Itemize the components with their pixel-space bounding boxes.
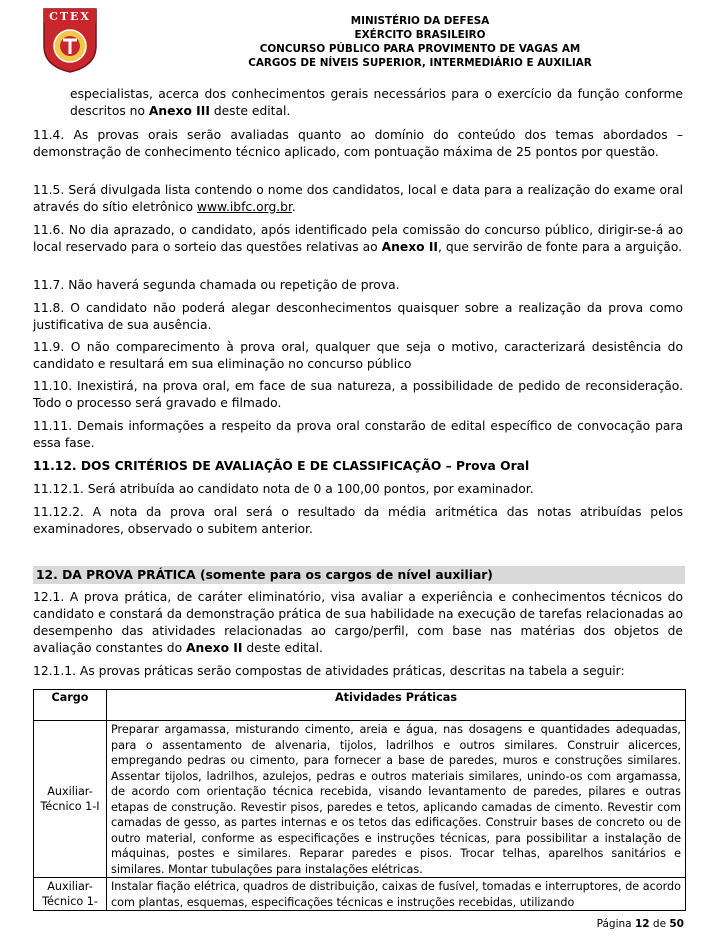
page-number — [597, 918, 684, 930]
paragraph-11-6-end: , que servirão de fonte para a arguição. — [438, 240, 683, 254]
table-row — [34, 721, 686, 878]
paragraph-11-7: 11.7. Não haverá segunda chamada ou repetição de prova. — [33, 278, 400, 292]
intro-paragraph — [33, 86, 683, 120]
paragraph-11-6 — [33, 222, 683, 256]
cell-activities: Instalar fiação elétrica, quadros de distribuição, caixas de fusível, tomadas e interruptores, de acordo com plantas, esquemas, especificações técnicas e instruções recebidas, utilizando — [107, 878, 686, 911]
logo-text: CTEX — [49, 10, 91, 23]
paragraph-11-4-text: 11.4. As provas orais serão avaliadas quanto ao domínio do conteúdo dos temas abordados – demonstração de conhecimento técnico aplicado, com pontuação máxima de 25 pontos por questão. — [33, 128, 683, 159]
paragraph-11-5 — [33, 182, 683, 216]
paragraph-11-4 — [33, 127, 683, 161]
column-header-cargo: Cargo — [34, 690, 107, 721]
paragraph-11-5-end: . — [291, 200, 296, 214]
paragraph-11-12-2: 11.12.2. A nota da prova oral será o resultado da média aritmética das notas atribuídas pelos examinadores, observado o subitem anterior. — [33, 505, 683, 536]
intro-end: deste edital. — [209, 104, 291, 118]
ctex-logo — [41, 6, 99, 74]
page-mid: de — [649, 918, 670, 930]
current-page: 12 — [634, 918, 650, 930]
table-header-row — [34, 690, 686, 721]
paragraph-11-9: 11.9. O não comparecimento à prova oral, qualquer que seja o motivo, caracterizará desistência do candidato e resultará em sua eliminação no concurso público — [33, 340, 683, 371]
cell-cargo: Auxiliar-Técnico 1-I — [34, 721, 107, 878]
page-prefix: Página — [596, 918, 635, 930]
paragraph-11-5-text: 11.5. Será divulgada lista contendo o nome dos candidatos, local e data para a realização do exame oral através do sítio eletrônico — [33, 183, 683, 214]
total-pages: 50 — [669, 918, 684, 930]
table-row — [34, 878, 686, 911]
paragraph-11-6-text: 11.6. No dia aprazado, o candidato, após identificado pela comissão do concurso público, dirigir-se-á ao local reservado para o sorteio das questões relativas ao — [33, 223, 683, 254]
paragraph-11-8: 11.8. O candidato não poderá alegar desconhecimentos quaisquer sobre a realização da prova como justificativa de sua ausência. — [33, 301, 683, 332]
paragraph-11-11: 11.11. Demais informações a respeito da prova oral constarão de edital específico de convocação para essa fase. — [33, 419, 683, 450]
paragraph-11-12-heading: 11.12. DOS CRITÉRIOS DE AVALIAÇÃO E DE CLASSIFICAÇÃO – Prova Oral — [33, 459, 530, 473]
section-12-heading: 12. DA PROVA PRÁTICA (somente para os cargos de nível auxiliar) — [33, 566, 685, 584]
paragraph-12-1 — [33, 589, 683, 657]
header-line-2: EXÉRCITO BRASILEIRO — [354, 29, 486, 41]
header-line-4: CARGOS DE NÍVEIS SUPERIOR, INTERMEDIÁRIO E AUXILIAR — [248, 57, 592, 69]
column-header-atividades: Atividades Práticas — [107, 690, 686, 721]
paragraph-11-10: 11.10. Inexistirá, na prova oral, em face de sua natureza, a possibilidade de pedido de reconsideração. Todo o processo será gravado e filmado. — [33, 379, 683, 410]
activities-table — [33, 689, 686, 911]
paragraph-11-6-bold: Anexo II — [381, 240, 439, 254]
header-line-1: MINISTÉRIO DA DEFESA — [350, 15, 490, 27]
paragraph-12-1-text: 12.1. A prova prática, de caráter eliminatório, visa avaliar a experiência e conhecimentos técnicos do candidato e constará da demonstração prática de sua habilidade na execução de tarefas relacionadas ao desempenho das atividades relacionadas ao cargo/perfil, com base nas matérias dos objetos de avaliação constantes do — [33, 590, 683, 655]
header-line-3: CONCURSO PÚBLICO PARA PROVIMENTO DE VAGAS AM — [259, 43, 581, 55]
paragraph-11-12-1: 11.12.1. Será atribuída ao candidato nota de 0 a 100,00 pontos, por examinador. — [33, 482, 534, 496]
intro-bold: Anexo III — [148, 104, 210, 118]
cell-activities: Preparar argamassa, misturando cimento, areia e água, nas dosagens e quantidades adequadas, para o assentamento de alvenaria, tijolos, ladrilhos e outros similares. Construir alicerces, empregando pedras ou cimento, para fornecer a base de paredes, muros e construções similares. Assentar tijolos, ladrilhos, azulejos, pedras e outros materiais similares, unindo-os com argamassa, de acordo com orientação técnica recebida, visando levantamento de paredes, pilares e outras etapas de construção. Revestir pisos, paredes e tetos, aplicando camadas de cimento. Revestir com camadas de gesso, as partes internas e os tetos das edificações. Construir bases de concreto ou de outro material, conforme as especificações e instruções técnicas, para possibilitar a instalação de máquinas, postes e similares. Reparar paredes e pisos. Trocar telhas, aparelhos sanitários e similares. Montar tubulações para instalações elétricas. — [107, 721, 686, 878]
intro-text: especialistas, acerca dos conhecimentos gerais necessários para o exercício da função conforme descritos no — [70, 87, 683, 118]
paragraph-12-1-end: deste edital. — [242, 641, 323, 655]
document-header — [160, 14, 680, 70]
paragraph-12-1-1: 12.1.1. As provas práticas serão compostas de atividades práticas, descritas na tabela a seguir: — [33, 664, 625, 678]
ibfc-link[interactable]: www.ibfc.org.br — [196, 200, 292, 214]
cell-cargo: Auxiliar-Técnico 1- — [34, 878, 107, 911]
paragraph-12-1-bold: Anexo II — [186, 641, 243, 655]
